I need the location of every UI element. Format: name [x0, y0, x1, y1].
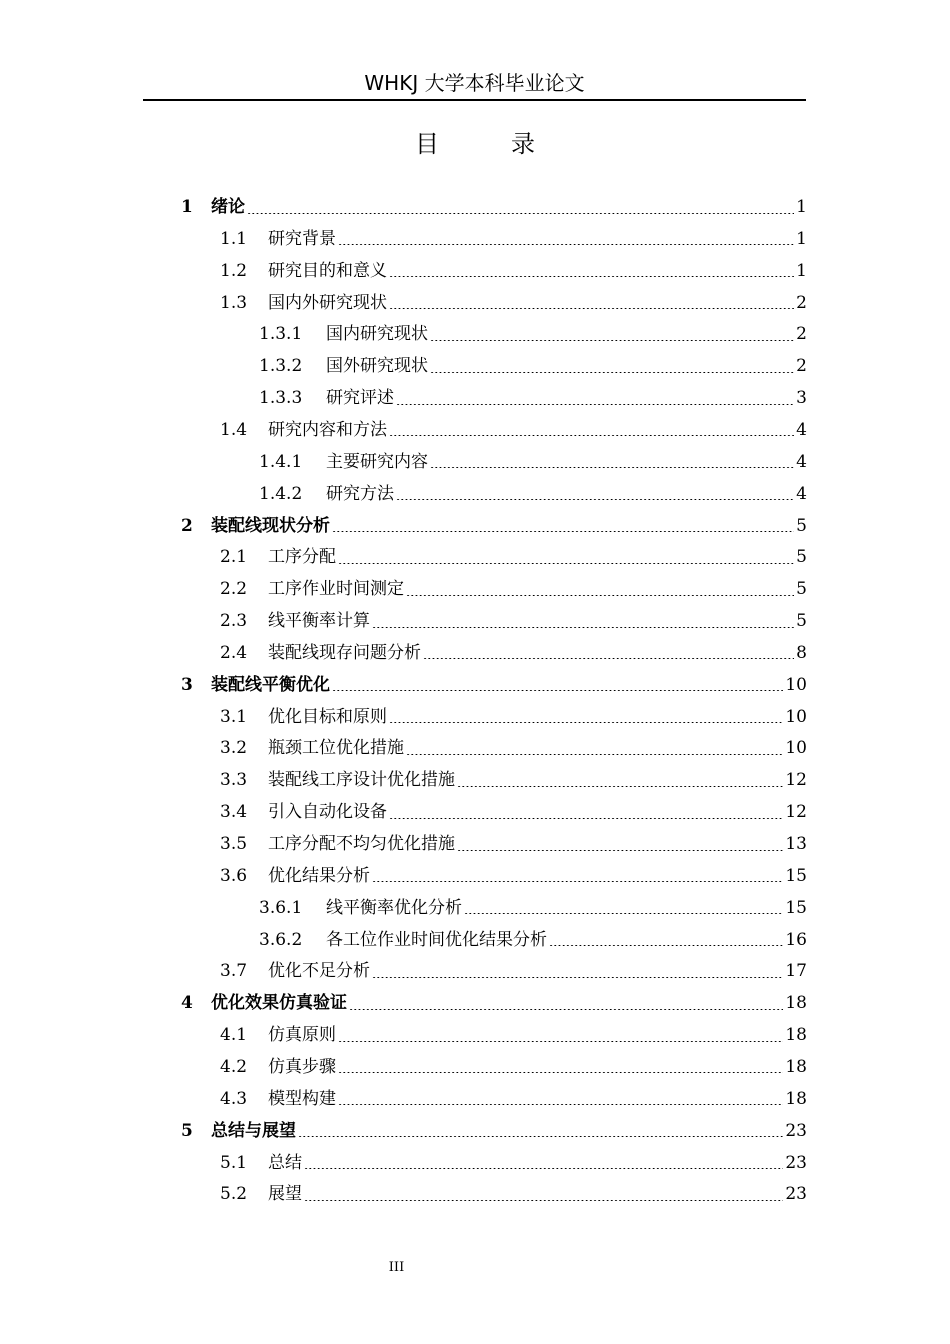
toc-entry-page: 10 [785, 738, 807, 759]
toc-entry-title: 瓶颈工位优化措施 [268, 738, 404, 759]
toc-entry-page: 18 [785, 993, 807, 1014]
toc-entry[interactable] [220, 860, 807, 892]
toc-dot-leader [389, 308, 794, 309]
toc-entry-page: 2 [796, 356, 807, 377]
toc-entry-number: 3.2 [220, 738, 248, 759]
toc-entry-number: 4.2 [220, 1056, 248, 1077]
toc-entry-title: 研究评述 [326, 388, 394, 409]
toc-entry-page: 3 [796, 388, 807, 409]
toc-entry-title: 引入自动化设备 [268, 802, 387, 823]
toc-entry-number: 3.7 [220, 961, 248, 982]
toc-entry-page: 23 [785, 1152, 807, 1173]
toc-entry-title: 优化效果仿真验证 [211, 993, 347, 1014]
page-title: 目 录 [415, 130, 559, 158]
toc-entry[interactable] [259, 892, 807, 924]
toc-entry-title: 优化不足分析 [268, 961, 370, 982]
toc-entry[interactable] [259, 478, 807, 510]
toc-entry-title: 仿真原则 [268, 1025, 336, 1046]
toc-entry[interactable] [181, 1115, 807, 1147]
toc-entry-page: 4 [796, 483, 807, 504]
toc-entry[interactable] [220, 287, 807, 319]
toc-dot-leader [349, 1009, 783, 1010]
toc-entry-number: 1.3.2 [259, 356, 303, 377]
toc-dot-leader [389, 276, 794, 277]
toc-entry[interactable] [259, 350, 807, 382]
toc-entry-number: 2.3 [220, 611, 248, 632]
toc-dot-leader [389, 818, 783, 819]
toc-dot-leader [396, 404, 794, 405]
toc-entry-page: 2 [796, 292, 807, 313]
toc-entry-page: 16 [785, 929, 807, 950]
toc-entry[interactable] [220, 414, 807, 446]
toc-entry-page: 5 [796, 515, 807, 536]
toc-entry-number: 3.3 [220, 770, 248, 791]
toc-entry-title: 线平衡率计算 [268, 611, 370, 632]
toc-dot-leader [304, 1200, 783, 1201]
toc-entry-number: 4.1 [220, 1025, 248, 1046]
toc-entry-number: 1.1 [220, 228, 248, 249]
toc-dot-leader [372, 881, 783, 882]
toc-entry-title: 工序作业时间测定 [268, 579, 404, 600]
toc-entry-title: 仿真步骤 [268, 1056, 336, 1077]
toc-entry-title: 装配线平衡优化 [211, 674, 330, 695]
toc-entry[interactable] [220, 796, 807, 828]
toc-dot-leader [332, 531, 794, 532]
toc-entry[interactable] [220, 1083, 807, 1115]
toc-dot-leader [457, 850, 783, 851]
toc-entry[interactable] [220, 1019, 807, 1051]
toc-entry-number: 4 [181, 993, 193, 1014]
toc-entry-page: 18 [785, 1025, 807, 1046]
toc-entry-page: 4 [796, 451, 807, 472]
toc-entry-title: 装配线工序设计优化措施 [268, 770, 455, 791]
toc-entry-title: 总结与展望 [211, 1120, 296, 1141]
toc-entry[interactable] [220, 1178, 807, 1210]
toc-entry[interactable] [259, 318, 807, 350]
toc-entry-number: 2 [181, 515, 193, 536]
toc-dot-leader [338, 244, 794, 245]
toc-entry[interactable] [220, 828, 807, 860]
toc-entry-number: 5.1 [220, 1152, 248, 1173]
toc-entry-page: 4 [796, 419, 807, 440]
toc-entry-page: 10 [785, 706, 807, 727]
toc-dot-leader [338, 563, 794, 564]
toc-entry-number: 3.4 [220, 802, 248, 823]
toc-entry-page: 1 [796, 260, 807, 281]
toc-entry-page: 12 [785, 770, 807, 791]
toc-entry-number: 3.6.1 [259, 897, 303, 918]
toc-entry[interactable] [181, 669, 807, 701]
toc-dot-leader [406, 754, 783, 755]
toc-dot-leader [298, 1136, 783, 1137]
toc-entry-title: 各工位作业时间优化结果分析 [326, 929, 547, 950]
toc-entry-title: 工序分配 [268, 547, 336, 568]
toc-entry-title: 线平衡率优化分析 [326, 897, 462, 918]
toc-entry-number: 5 [181, 1120, 193, 1141]
toc-entry-page: 23 [785, 1184, 807, 1205]
toc-entry[interactable] [259, 924, 807, 956]
toc-entry[interactable] [220, 701, 807, 733]
toc-entry-number: 2.1 [220, 547, 248, 568]
toc-entry-number: 3.1 [220, 706, 248, 727]
toc-dot-leader [464, 913, 783, 914]
toc-entry-title: 装配线现状分析 [211, 515, 330, 536]
toc-entry-title: 绪论 [211, 197, 245, 217]
toc-entry-number: 1.4.2 [259, 483, 303, 504]
toc-entry-title: 研究背景 [268, 228, 336, 249]
toc-dot-leader [457, 786, 783, 787]
toc-entry[interactable] [220, 637, 807, 669]
toc-dot-leader [372, 977, 783, 978]
toc-entry-number: 3 [181, 674, 193, 695]
toc-entry-title: 研究目的和意义 [268, 260, 387, 281]
toc-entry-number: 2.2 [220, 579, 248, 600]
toc-dot-leader [389, 722, 783, 723]
toc-entry-number: 3.6 [220, 865, 248, 886]
toc-entry[interactable] [220, 255, 807, 287]
toc-dot-leader [406, 595, 794, 596]
toc-entry-page: 15 [785, 865, 807, 886]
toc-dot-leader [304, 1168, 783, 1169]
toc-entry-number: 1.4 [220, 419, 248, 440]
header-text: WHKJ 大学本科毕业论文 [364, 71, 585, 95]
toc-entry[interactable] [181, 191, 807, 223]
toc-entry[interactable] [220, 955, 807, 987]
toc-entry-number: 1.3.3 [259, 388, 303, 409]
toc-entry-number: 1 [181, 197, 193, 217]
toc-entry-page: 17 [785, 961, 807, 982]
toc-dot-leader [338, 1072, 783, 1073]
toc-dot-leader [396, 499, 794, 500]
toc-entry-title: 研究方法 [326, 483, 394, 504]
toc-entry[interactable] [220, 732, 807, 764]
toc-entry-title: 国外研究现状 [326, 356, 428, 377]
toc-entry[interactable] [220, 1051, 807, 1083]
toc-entry-number: 3.6.2 [259, 929, 303, 950]
toc-entry-page: 18 [785, 1056, 807, 1077]
page-number: III [388, 1260, 405, 1275]
toc-entry-page: 13 [785, 834, 807, 854]
toc-entry[interactable] [220, 605, 807, 637]
toc-entry-page: 15 [785, 897, 807, 918]
toc-entry-page: 18 [785, 1088, 807, 1109]
toc-entry-page: 8 [796, 642, 807, 663]
toc-entry-title: 研究内容和方法 [268, 419, 387, 440]
toc-dot-leader [372, 627, 794, 628]
toc-dot-leader [430, 467, 794, 468]
toc-entry-page: 5 [796, 579, 807, 600]
toc-entry-page: 2 [796, 324, 807, 345]
toc-entry-page: 1 [796, 228, 807, 249]
toc-entry[interactable] [181, 987, 807, 1019]
toc-entry-page: 10 [785, 674, 807, 695]
toc-entry-number: 1.3.1 [259, 324, 303, 345]
toc-entry-title: 总结 [268, 1152, 302, 1173]
toc-entry-page: 12 [785, 802, 807, 823]
toc-entry-number: 1.3 [220, 292, 248, 313]
toc-entry-page: 1 [796, 197, 807, 217]
toc-dot-leader [247, 213, 794, 214]
toc-entry-title: 优化结果分析 [268, 865, 370, 886]
toc-entry-title: 主要研究内容 [326, 451, 428, 472]
toc-entry-title: 国内研究现状 [326, 324, 428, 345]
toc-entry-number: 5.2 [220, 1184, 248, 1205]
toc-entry-title: 工序分配不均匀优化措施 [268, 834, 455, 854]
toc-entry[interactable] [220, 764, 807, 796]
toc-entry-title: 展望 [268, 1184, 302, 1205]
page-header [143, 68, 806, 101]
toc-dot-leader [338, 1041, 783, 1042]
toc-entry-number: 1.4.1 [259, 451, 303, 472]
toc-entry[interactable] [220, 541, 807, 573]
toc-entry-page: 5 [796, 611, 807, 632]
toc-entry-title: 优化目标和原则 [268, 706, 387, 727]
toc-entry-number: 3.5 [220, 834, 248, 854]
toc-dot-leader [389, 435, 794, 436]
toc-entry-page: 5 [796, 547, 807, 568]
toc-entry[interactable] [220, 223, 807, 255]
toc-dot-leader [549, 945, 783, 946]
toc-entry-number: 2.4 [220, 642, 248, 663]
toc-dot-leader [423, 658, 794, 659]
toc-entry-number: 4.3 [220, 1088, 248, 1109]
toc-entry[interactable] [259, 446, 807, 478]
toc-entry-title: 装配线现存问题分析 [268, 642, 421, 663]
toc-entry[interactable] [220, 573, 807, 605]
toc-dot-leader [430, 340, 794, 341]
toc-dot-leader [430, 372, 794, 373]
toc-entry-title: 国内外研究现状 [268, 292, 387, 313]
toc-dot-leader [338, 1104, 783, 1105]
toc-entry[interactable] [220, 1147, 807, 1179]
toc-entry[interactable] [259, 382, 807, 414]
toc-entry-page: 23 [785, 1120, 807, 1141]
toc-entry-title: 模型构建 [268, 1088, 336, 1109]
toc-dot-leader [332, 690, 783, 691]
toc-entry[interactable] [181, 510, 807, 542]
toc-entry-number: 1.2 [220, 260, 248, 281]
